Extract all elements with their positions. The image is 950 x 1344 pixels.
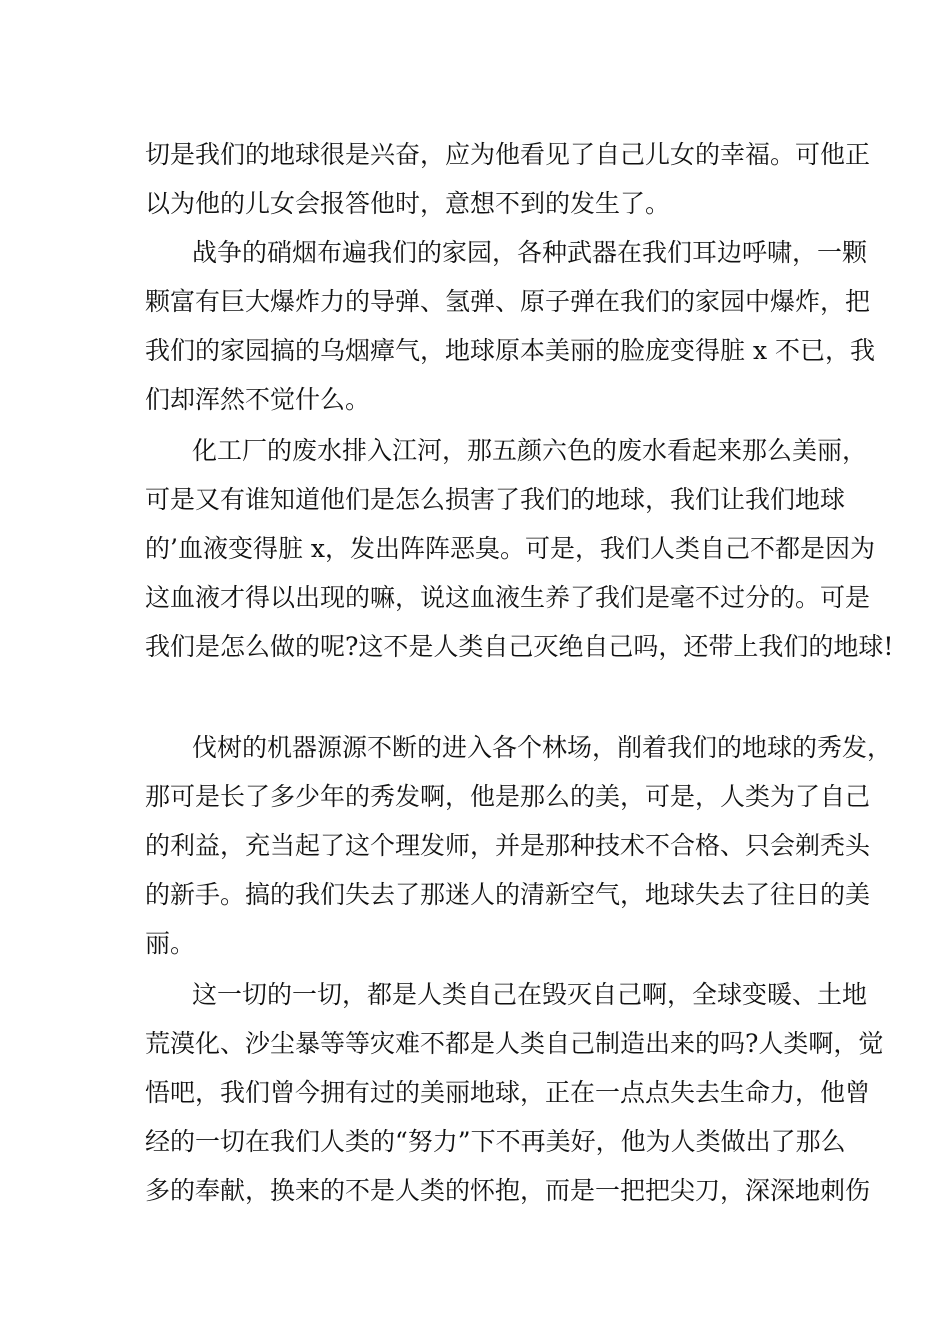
text-line: 颗富有巨大爆炸力的导弹、氢弹、原子弹在我们的家园中爆炸，把 — [145, 287, 871, 316]
text-line: 经的一切在我们人类的“努力”下不再美好，他为人类做出了那么 — [145, 1127, 846, 1156]
text-line: 的利益，充当起了这个理发师，并是那种技术不合格、只会剃秃头 — [145, 831, 871, 860]
text-line: 可是又有谁知道他们是怎么损害了我们的地球，我们让我们地球 — [145, 485, 846, 514]
text-line: 以为他的儿女会报答他时，意想不到的发生了。 — [145, 189, 671, 218]
text-line: 这血液才得以出现的嘛，说这血液生养了我们是毫不过分的。可是 — [145, 583, 871, 612]
text-line: 这一切的一切，都是人类自己在毁灭自己啊，全球变暖、土地 — [192, 980, 868, 1009]
text-line: 的新手。搞的我们失去了那迷人的清新空气，地球失去了往日的美 — [145, 880, 871, 909]
text-line: 我们是怎么做的呢?这不是人类自己灭绝自己吗，还带上我们的地球! — [145, 632, 894, 661]
text-line: 伐树的机器源源不断的进入各个林场，削着我们的地球的秀发， — [192, 733, 893, 762]
text-line: 荒漠化、沙尘暴等等灾难不都是人类自己制造出来的吗?人类啊，觉 — [145, 1029, 884, 1058]
text-line: 战争的硝烟布遍我们的家园，各种武器在我们耳边呼啸，一颗 — [192, 238, 868, 267]
text-line: 丽。 — [145, 929, 196, 958]
text-line: 多的奉献，换来的不是人类的怀抱，而是一把把尖刀，深深地刺伤 — [145, 1176, 871, 1205]
text-line: 化工厂的废水排入江河，那五颜六色的废水看起来那么美丽， — [192, 436, 868, 465]
text-line: 们却浑然不觉什么。 — [145, 385, 371, 414]
text-line: 悟吧，我们曾今拥有过的美丽地球，正在一点点失去生命力，他曾 — [145, 1078, 871, 1107]
text-line: 那可是长了多少年的秀发啊，他是那么的美，可是，人类为了自己 — [145, 782, 871, 811]
text-line: 的’血液变得脏 x，发出阵阵恶臭。可是，我们人类自己不都是因为 — [145, 534, 875, 563]
text-line: 我们的家园搞的乌烟瘴气，地球原本美丽的脸庞变得脏 x 不已，我 — [145, 336, 875, 365]
text-line: 切是我们的地球很是兴奋，应为他看见了自己儿女的幸福。可他正 — [145, 140, 871, 169]
